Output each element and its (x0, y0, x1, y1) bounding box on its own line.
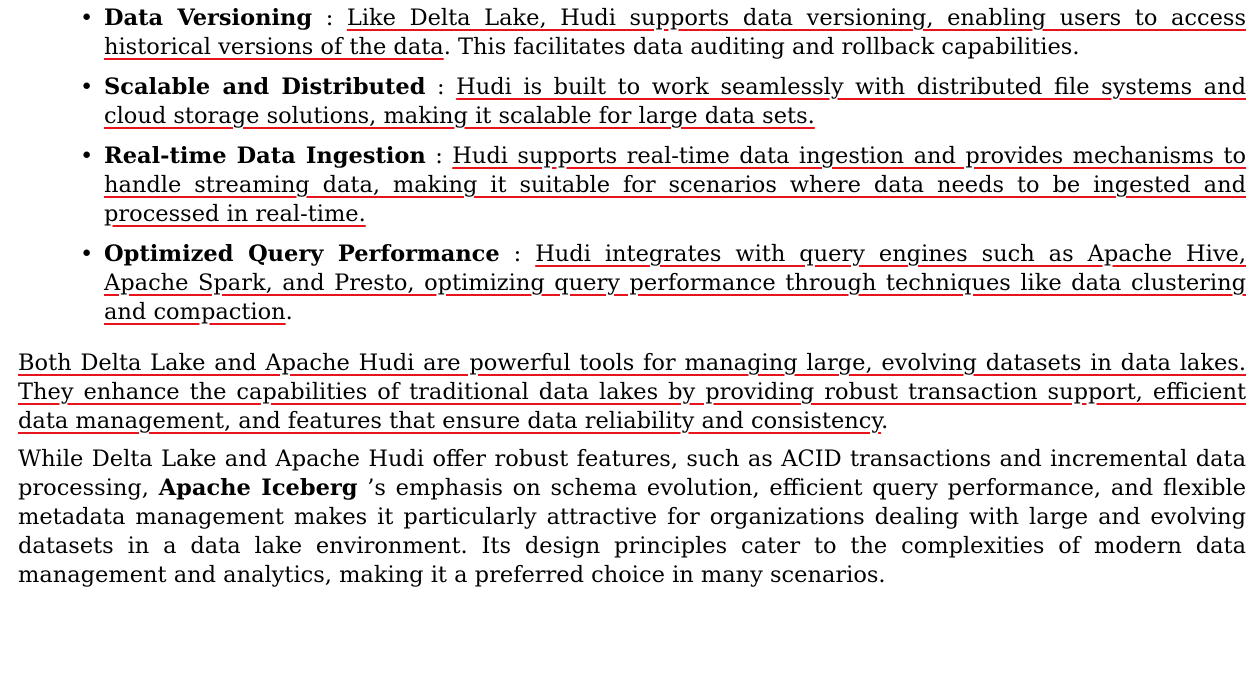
feature-term: Scalable and Distributed (104, 74, 426, 100)
list-item (104, 142, 1246, 229)
highlighted-text: Hudi supports real-time data ingestion and provides mechanisms to handle streaming data, making it suitable for scenarios where data needs to be ingested and processed in real-time. (104, 143, 1246, 227)
body-text: . This facilitates data auditing and rollback capabilities. (443, 34, 1080, 60)
term-separator: : (312, 5, 347, 31)
list-item (104, 73, 1246, 131)
body-text: ’s emphasis on schema evolution, efficient query performance, and flexible metadata management makes it particularly attractive for organizations dealing with large and evolving datasets in a data lake environment. Its design principles cater to the complexities of modern data management and analytics, making it a preferred choice in many scenarios. (18, 475, 1247, 588)
feature-term: Optimized Query Performance (104, 241, 500, 267)
highlighted-text: Like Delta Lake, Hudi supports data versioning, enabling users to access historical versions of the data (104, 5, 1247, 60)
highlighted-text: Hudi is built to work seamlessly with distributed file systems and cloud storage solutions, making it scalable for large data sets. (104, 74, 1246, 129)
list-item (104, 240, 1246, 327)
list-item (104, 4, 1246, 62)
summary-paragraph (18, 349, 1246, 436)
body-text: . (285, 299, 293, 325)
feature-term: Real-time Data Ingestion (104, 143, 426, 169)
body-text: . (881, 408, 889, 434)
term-separator: : (425, 74, 457, 100)
body-text: While Delta Lake and Apache Hudi offer robust features, such as ACID transactions and incremental data processing, (18, 446, 1246, 501)
term-separator: : (425, 143, 453, 169)
highlighted-text: Hudi integrates with query engines such as Apache Hive, Apache Spark, and Presto, optimizing query performance through techniques like data clustering and compaction (104, 241, 1246, 325)
term-separator: : (499, 241, 536, 267)
feature-list (18, 4, 1246, 327)
closing-paragraph (18, 445, 1246, 590)
highlighted-text: Both Delta Lake and Apache Hudi are powerful tools for managing large, evolving datasets in data lakes. They enhance the capabilities of traditional data lakes by providing robust transaction support, efficient data management, and features that ensure data reliability and consistency (18, 350, 1246, 434)
bold-term: Apache Iceberg (158, 475, 358, 501)
feature-term: Data Versioning (104, 5, 313, 31)
